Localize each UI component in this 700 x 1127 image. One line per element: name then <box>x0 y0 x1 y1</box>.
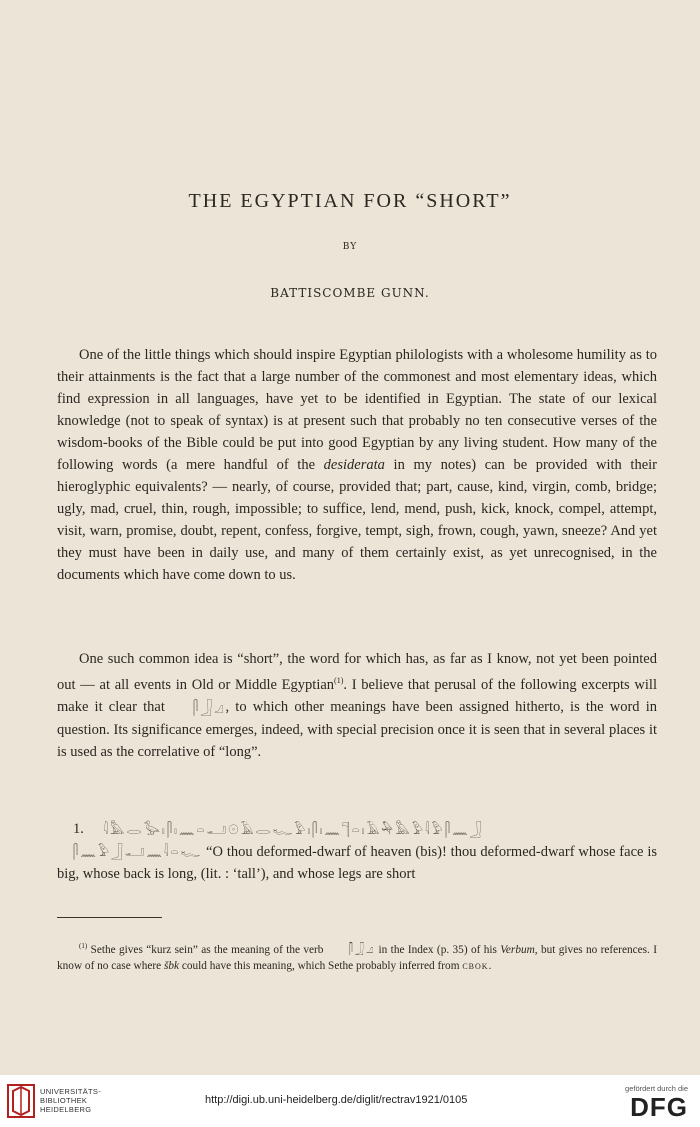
footnote-reference: (1) <box>334 676 344 685</box>
footnote-divider <box>57 917 162 918</box>
dfg-logo: DFG <box>630 1092 688 1122</box>
library-name <box>40 1087 101 1114</box>
footnote-hieroglyph: 𓋴𓃀𓈎 <box>348 944 376 956</box>
paragraph-1-emphasis: desiderata <box>323 457 385 473</box>
footnote-marker: (1) <box>79 942 88 950</box>
paragraph-1 <box>57 344 657 586</box>
hieroglyph-line-1: 𓇋𓅓𓂋𓅭𓏤𓋴𓏤𓈖𓏏𓂝𓇳𓄿𓂋𓆑𓅱𓏤𓋴𓏤𓈖𓊹𓏏𓏤𓄿𓅆𓅓𓅱𓇋𓅱𓋴𓈖𓃀 <box>103 821 484 837</box>
article-title: THE EGYPTIAN FOR “SHORT” <box>188 190 512 212</box>
hieroglyph-line-2: 𓋴𓈖𓅱𓃀𓂝𓈖𓇋𓏏𓆑 <box>73 844 203 860</box>
byline-label: BY <box>342 242 358 252</box>
footnote-transliteration: šbk <box>163 960 180 973</box>
author-name: BATTISCOMBE GUNN. <box>270 286 430 300</box>
footnote-text-a: Sethe gives “kurz sein” as the meaning of the verb <box>87 943 327 956</box>
paragraph-2-text-c: , to which other meanings have been assigned hitherto, is the word in question. Its significance emerges, indeed, with special precision once it is seen that in several places it is used as the correlative of “long”. <box>57 698 657 760</box>
funded-by-label: gefördert durch die <box>625 1084 688 1093</box>
library-name-line-2: BIBLIOTHEK <box>40 1096 88 1105</box>
footnote-coptic-word: cbok <box>462 960 489 973</box>
example-1 <box>57 818 657 885</box>
footnote-text-d: could have this meaning, which Sethe probably inferred from <box>179 960 463 973</box>
source-url-link[interactable]: http://digi.ub.uni-heidelberg.de/diglit/rectrav1921/0105 <box>205 1094 468 1106</box>
footnote-text-e: . <box>488 960 492 973</box>
example-number: 1. <box>73 821 84 837</box>
library-name-line-3: HEIDELBERG <box>40 1105 92 1114</box>
hieroglyph-word-sbk: 𓋴𓃀𓈎 <box>193 699 226 715</box>
paragraph-2-text-b: . I believe that perusal of the following excerpts will make it clear that <box>57 676 657 715</box>
example-1-translation: “O thou deformed-dwarf of heaven (bis)! thou deformed-dwarf whose face is big, whose back is long, (lit. : ‘tall’), and whose legs are short <box>57 843 657 883</box>
library-name-line-1: UNIVERSITÄTS- <box>40 1087 101 1096</box>
footnote-1 <box>57 938 657 974</box>
paragraph-1-text-end: in my notes) can be provided with their hieroglyphic equivalents? — nearly, of course, provided that; part, cause, kind, virgin, comb, bridge; ugly, mad, cruel, thin, rough, impossible; to suffice, lend, mend, push, kick, knock, compel, attempt, visit, warn, promise, doubt, repent, confess, forgive, tempt, sigh, frown, cough, yawn, sneeze? And yet they must have been in daily use, and many of them certainly exist, as yet unrecognised, in the documents which have come down to us. <box>57 457 657 583</box>
paragraph-2 <box>57 648 657 763</box>
footer-bar <box>0 1075 700 1127</box>
library-logo-icon <box>6 1083 36 1119</box>
paragraph-1-text: One of the little things which should inspire Egyptian philologists with a wholesome humility as to their attainments is the fact that a large number of the commonest and most elementary ideas, which find expression in all languages, have yet to be identified in Egyptian. The state of our lexical knowledge (not to speak of syntax) is at present such that probably no ten consecutive verses of the wisdom-books of the Bible could be put into good Egyptian by any living student. How many of the following words (a mere handful of the <box>57 347 657 473</box>
paragraph-2-text-a: One such common idea is “short”, the word for which has, as far as I know, not yet been pointed out — at all events in Old or Middle Egyptian <box>57 651 657 693</box>
footnote-title-verbum: Verbum <box>500 943 535 956</box>
footnote-text-c: , but gives no references. I know of no case where <box>57 943 657 973</box>
footnote-text-b: in the Index (p. 35) of his <box>375 943 501 956</box>
